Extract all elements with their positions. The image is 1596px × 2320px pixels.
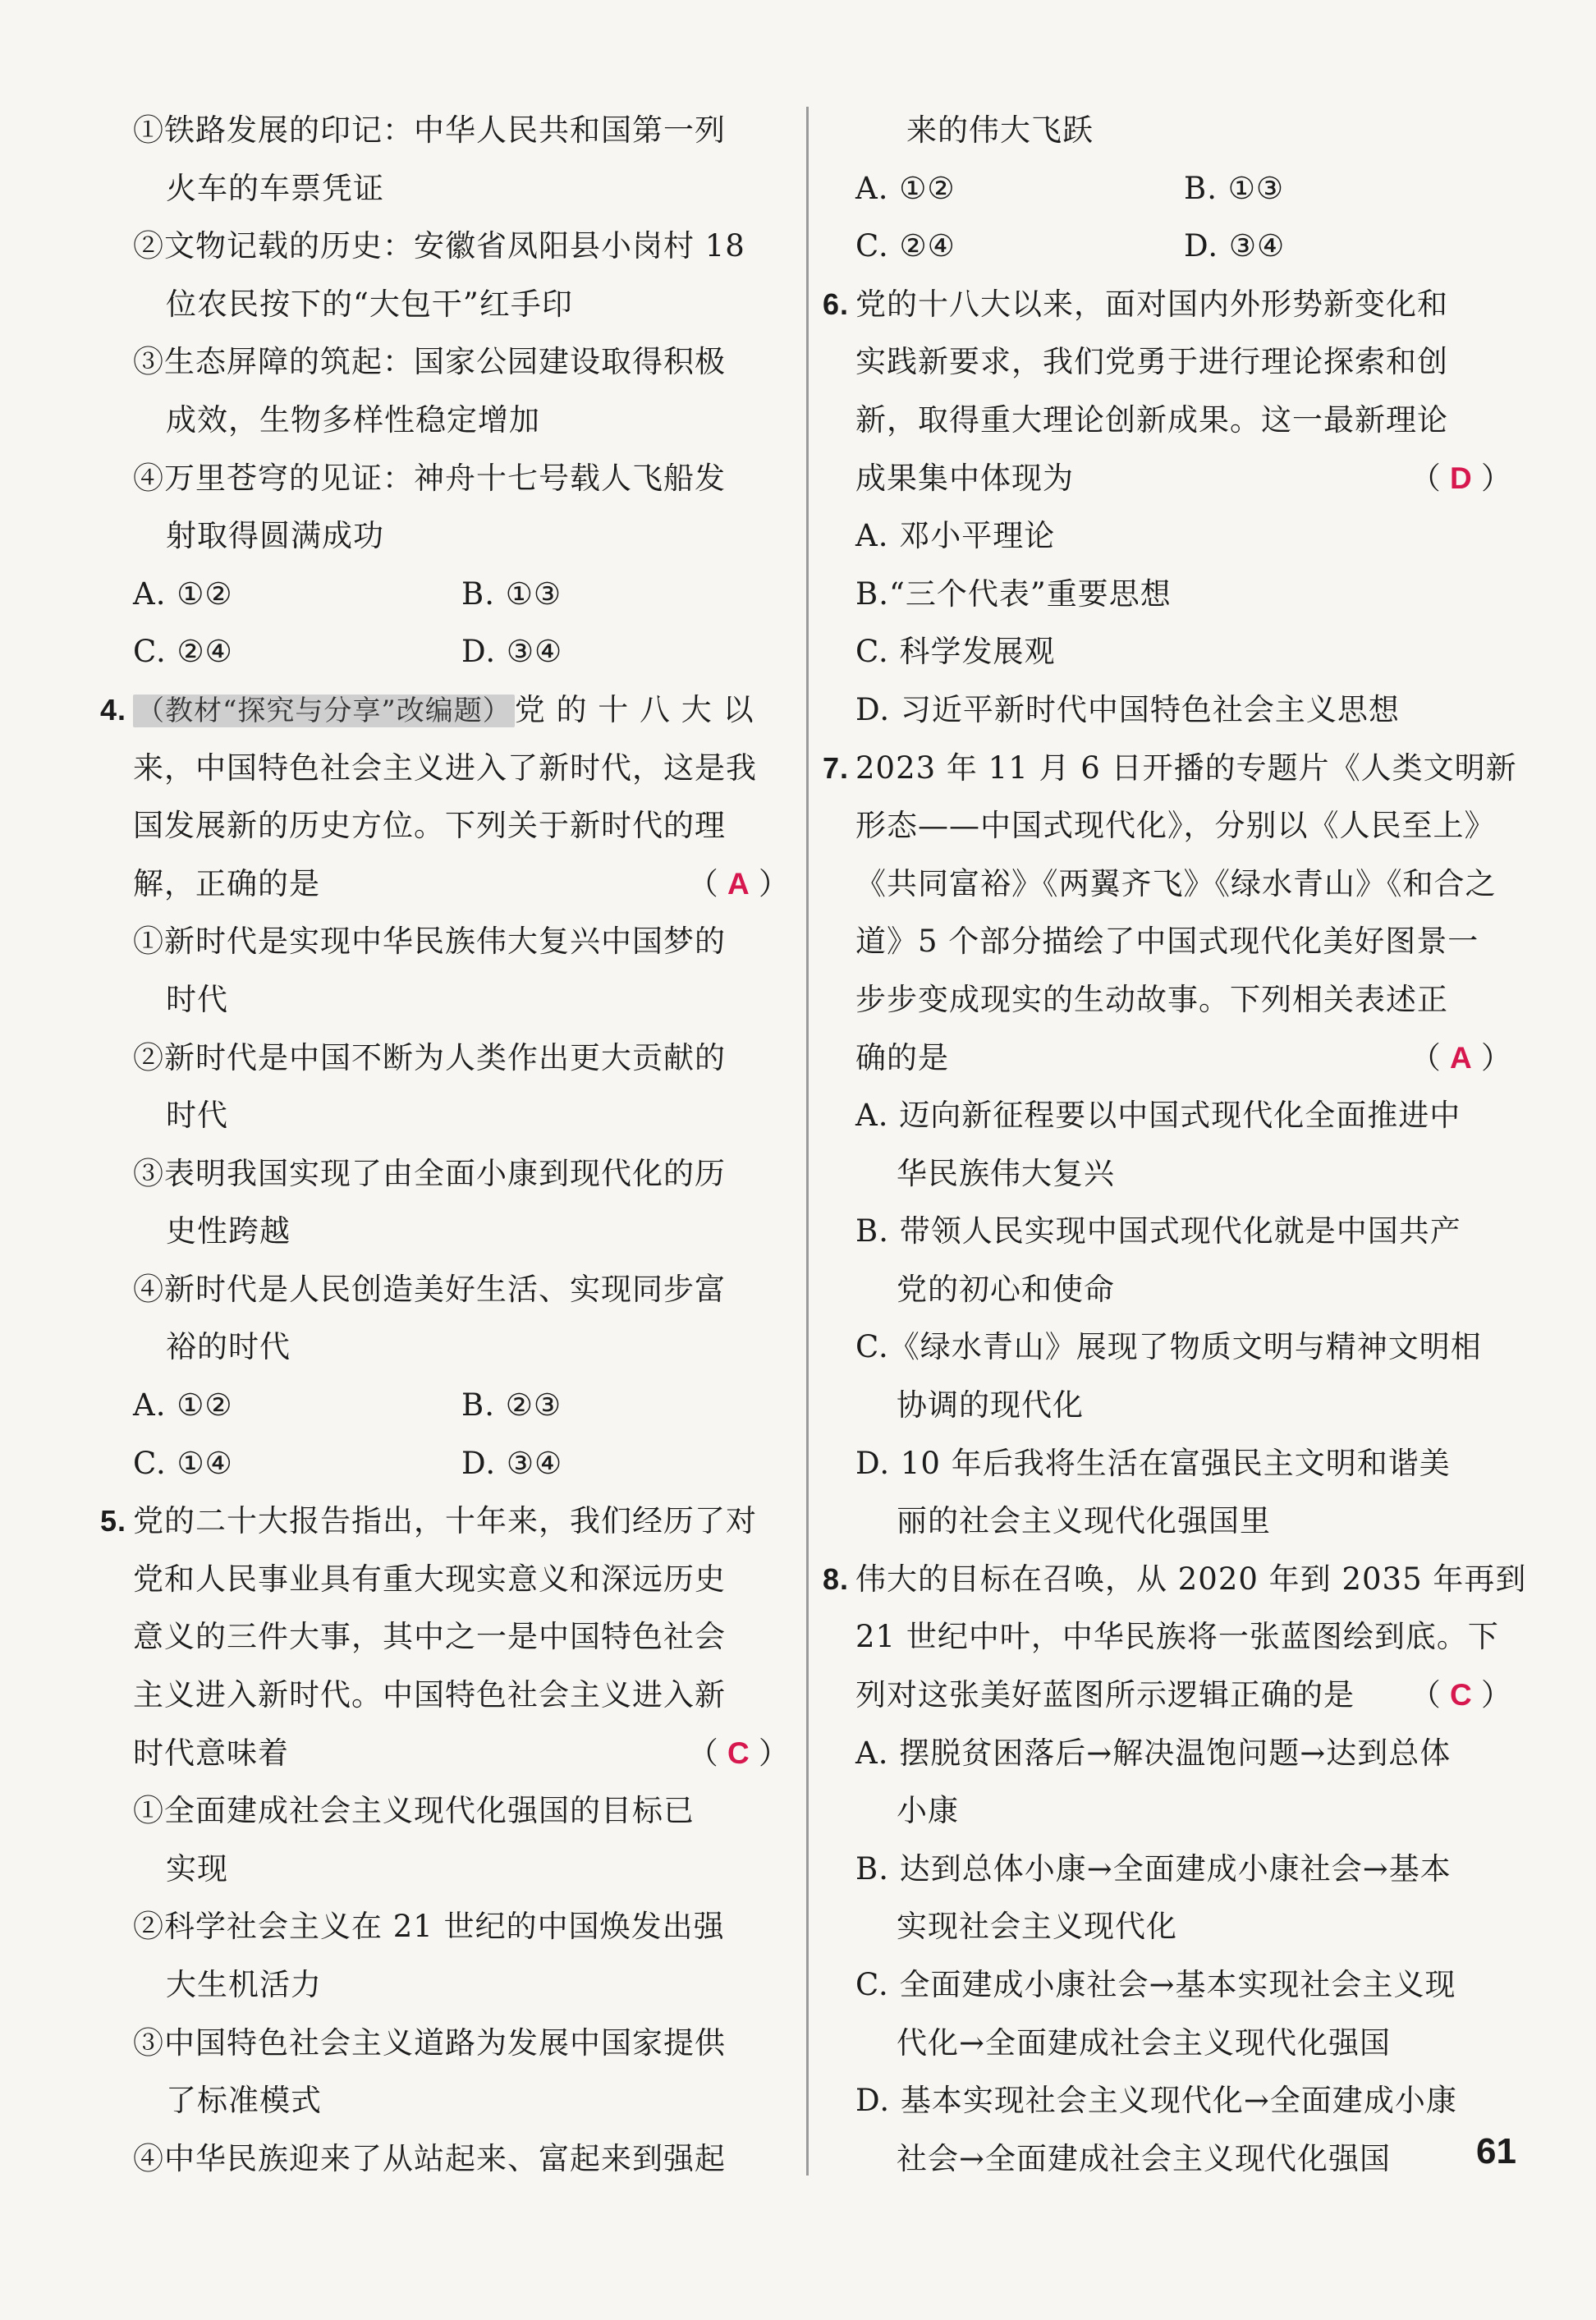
q7-option-d: D. 10 年后我将生活在富强民主文明和谐美 xyxy=(855,1445,1451,1481)
q7-option-b: B. 带领人民实现中国式现代化就是中国共产 xyxy=(855,1213,1461,1249)
q4-item-2: ②新时代是中国不断为人类作出更大贡献的 xyxy=(133,1039,726,1075)
q4-answer: （ A ） xyxy=(687,866,790,901)
q5-item-3-cont: 了标准模式 xyxy=(166,2083,322,2119)
column-divider xyxy=(806,107,809,2176)
q8-option-d: D. 基本实现社会主义现代化→全面建成小康 xyxy=(855,2083,1457,2119)
q7-stem-line-6 xyxy=(855,1029,1512,1088)
q3-options-row-2 xyxy=(115,623,790,681)
q3-item-4: ④万里苍穹的见证：神舟十七号载人飞船发 xyxy=(133,460,726,496)
q5-options-row-1 xyxy=(855,160,1512,218)
q5-option-c: C. ②④ xyxy=(855,228,956,264)
q6-stem-line-3: 新，取得重大理论创新成果。这一最新理论 xyxy=(855,401,1448,438)
q5-item-1-cont: 实现 xyxy=(166,1850,228,1887)
q4-item-4-cont: 裕的时代 xyxy=(166,1329,291,1365)
q8-stem-text: 伟大的目标在召唤，从 2020 年到 2035 年再到 xyxy=(855,1561,1527,1597)
q7-stem-text: 2023 年 11 月 6 日开播的专题片《人类文明新 xyxy=(855,750,1517,786)
q8-answer-letter: C xyxy=(1450,1678,1473,1712)
q8-option-a-cont: 小康 xyxy=(897,1793,959,1829)
q6-option-d: D. 习近平新时代中国特色社会主义思想 xyxy=(855,691,1400,727)
q4-item-1: ①新时代是实现中华民族伟大复兴中国梦的 xyxy=(133,924,726,960)
q7-stem-line-5: 步步变成现实的生动故事。下列相关表述正 xyxy=(855,981,1448,1017)
q7-answer-letter: A xyxy=(1450,1040,1473,1075)
q4-number: 4. xyxy=(100,692,127,727)
q4-option-d: D. ③④ xyxy=(461,1445,563,1481)
q4-stem-start: 党 的 十 八 大 以 xyxy=(514,691,754,727)
q5-item-1: ①全面建成社会主义现代化强国的目标已 xyxy=(133,1793,695,1829)
q5-item-2: ②科学社会主义在 21 世纪的中国焕发出强 xyxy=(133,1909,725,1945)
q5-answer: （ C ） xyxy=(687,1735,790,1771)
q6-option-c: C. 科学发展观 xyxy=(855,634,1056,670)
q7-option-c: C.《绿水青山》展现了物质文明与精神文明相 xyxy=(855,1329,1482,1365)
q5-item-3: ③中国特色社会主义道路为发展中国家提供 xyxy=(133,2024,726,2061)
q6-stem-end: 成果集中体现为 xyxy=(855,460,1074,496)
q5-stem-line-2: 党和人民事业具有重大现实意义和深远历史 xyxy=(133,1561,726,1597)
q3-option-c: C. ②④ xyxy=(133,634,233,670)
q7-option-a-cont: 华民族伟大复兴 xyxy=(897,1155,1115,1191)
q8-number: 8. xyxy=(823,1561,850,1596)
q4-item-4: ④新时代是人民创造美好生活、实现同步富 xyxy=(133,1271,726,1307)
q8-option-a: A. 摆脱贫困落后→解决温饱问题→达到总体 xyxy=(855,1735,1452,1771)
q4-item-1-cont: 时代 xyxy=(166,981,228,1017)
q8-option-c-cont: 代化→全面建成社会主义现代化强国 xyxy=(897,2024,1392,2061)
q8-option-c: C. 全面建成小康社会→基本实现社会主义现 xyxy=(855,1967,1456,2002)
q4-option-b: B. ②③ xyxy=(461,1387,562,1424)
q3-item-3-cont: 成效，生物多样性稳定增加 xyxy=(166,401,540,438)
q7-stem-line-1 xyxy=(823,740,1517,798)
q3-options-row-1 xyxy=(115,566,790,624)
q5-option-b: B. ①③ xyxy=(1184,170,1285,206)
right-column xyxy=(823,102,1527,2188)
q3-item-2-cont: 位农民按下的“大包干”红手印 xyxy=(166,286,573,322)
q7-option-d-cont: 丽的社会主义现代化强国里 xyxy=(897,1503,1271,1539)
q4-options-row-2 xyxy=(115,1435,790,1493)
q5-item-4: ④中华民族迎来了从站起来、富起来到强起 xyxy=(133,2140,726,2176)
q6-answer-letter: D xyxy=(1450,461,1473,495)
q4-item-3-cont: 史性跨越 xyxy=(166,1213,291,1249)
q4-stem-line-2: 来，中国特色社会主义进入了新时代，这是我 xyxy=(133,750,757,786)
q4-stem-end: 解，正确的是 xyxy=(133,865,320,901)
q3-item-2: ②文物记载的历史：安徽省凤阳县小岗村 18 xyxy=(133,228,745,264)
page-number: 61 xyxy=(1476,2131,1516,2171)
q7-stem-end: 确的是 xyxy=(855,1039,949,1075)
q7-option-c-cont: 协调的现代化 xyxy=(897,1387,1084,1424)
q4-options-row-1 xyxy=(115,1377,790,1435)
q3-option-a: A. ①② xyxy=(133,575,233,612)
q4-source-tag: （教材“探究与分享”改编题） xyxy=(133,695,515,727)
q3-item-1: ①铁路发展的印记：中华人民共和国第一列 xyxy=(133,112,726,148)
q7-number: 7. xyxy=(823,750,850,785)
q5-stem-text: 党的二十大报告指出，十年来，我们经历了对 xyxy=(133,1503,757,1539)
q7-stem-line-4: 道》5 个部分描绘了中国式现代化美好图景一 xyxy=(855,924,1479,960)
q5-number: 5. xyxy=(100,1504,127,1538)
q5-stem-line-3: 意义的三件大事，其中之一是中国特色社会 xyxy=(133,1619,726,1655)
q8-answer: （ C ） xyxy=(1410,1678,1512,1713)
q7-answer: （ A ） xyxy=(1410,1040,1512,1075)
q7-stem-line-2: 形态——中国式现代化》，分别以《人民至上》 xyxy=(855,808,1496,844)
q7-option-a: A. 迈向新征程要以中国式现代化全面推进中 xyxy=(855,1098,1461,1134)
q6-answer: （ D ） xyxy=(1410,461,1512,496)
q6-stem-line-1 xyxy=(823,276,1512,334)
q6-option-a: A. 邓小平理论 xyxy=(855,518,1056,554)
q6-stem-line-2: 实践新要求，我们党勇于进行理论探索和创 xyxy=(855,344,1448,380)
q4-option-a: A. ①② xyxy=(133,1387,233,1424)
q8-stem-line-3 xyxy=(855,1667,1512,1725)
q3-option-b: B. ①③ xyxy=(461,575,562,612)
q5-item-2-cont: 大生机活力 xyxy=(166,1967,322,2002)
q5-answer-letter: C xyxy=(727,1735,750,1770)
q7-stem-line-3: 《共同富裕》《两翼齐飞》《绿水青山》《和合之 xyxy=(855,865,1497,901)
q6-option-b: B.“三个代表”重要思想 xyxy=(855,575,1172,612)
q4-item-3: ③表明我国实现了由全面小康到现代化的历 xyxy=(133,1155,726,1191)
q8-option-b: B. 达到总体小康→全面建成小康社会→基本 xyxy=(855,1850,1452,1887)
q3-item-4-cont: 射取得圆满成功 xyxy=(166,518,384,554)
q5-option-a: A. ①② xyxy=(855,170,956,206)
q5-stem-line-4: 主义进入新时代。中国特色社会主义进入新 xyxy=(133,1677,726,1713)
q4-stem-line-1 xyxy=(100,681,790,740)
q4-item-2-cont: 时代 xyxy=(166,1098,228,1134)
q5-options-row-2 xyxy=(855,218,1512,276)
q6-stem-text: 党的十八大以来，面对国内外形势新变化和 xyxy=(855,286,1448,322)
left-column xyxy=(100,102,790,2188)
q8-stem-end: 列对这张美好蓝图所示逻辑正确的是 xyxy=(855,1677,1355,1713)
q4-stem-line-3: 国发展新的历史方位。下列关于新时代的理 xyxy=(133,808,726,844)
q8-option-d-cont: 社会→全面建成社会主义现代化强国 xyxy=(897,2140,1392,2176)
q3-item-1-cont: 火车的车票凭证 xyxy=(166,170,384,206)
q4-option-c: C. ①④ xyxy=(133,1445,233,1481)
q8-stem-line-2: 21 世纪中叶，中华民族将一张蓝图绘到底。下 xyxy=(855,1619,1499,1655)
q4-stem-line-4 xyxy=(115,855,790,914)
q5-stem-end: 时代意味着 xyxy=(133,1735,289,1771)
q4-answer-letter: A xyxy=(727,866,750,901)
q6-number: 6. xyxy=(823,287,850,321)
q5-stem-line-5 xyxy=(115,1725,790,1783)
q7-option-b-cont: 党的初心和使命 xyxy=(897,1271,1115,1307)
q5-option-d: D. ③④ xyxy=(1184,228,1286,264)
q5-item-4-cont: 来的伟大飞跃 xyxy=(906,112,1094,148)
q8-stem-line-1 xyxy=(823,1551,1527,1609)
q3-item-3: ③生态屏障的筑起：国家公园建设取得积极 xyxy=(133,344,726,380)
q6-stem-line-4 xyxy=(855,450,1512,508)
q8-option-b-cont: 实现社会主义现代化 xyxy=(897,1909,1177,1945)
q3-option-d: D. ③④ xyxy=(461,634,563,670)
q5-stem-line-1 xyxy=(100,1492,790,1551)
